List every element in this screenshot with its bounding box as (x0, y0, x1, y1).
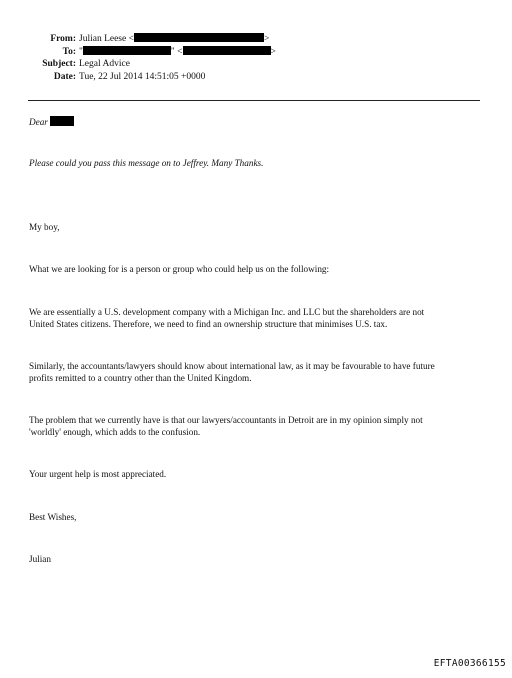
request-line: Please could you pass this message on to Jeffrey. Many Thanks. (29, 158, 264, 168)
to-value (79, 46, 276, 59)
paragraph-3 (29, 361, 479, 384)
to-row (0, 46, 512, 59)
to-mid: " < (170, 46, 183, 57)
subject-label: Subject: (42, 59, 76, 69)
redaction-box (183, 46, 271, 55)
subject-row (0, 58, 512, 71)
header-divider (28, 100, 480, 101)
paragraph-2 (29, 307, 479, 330)
paragraph-4-line-2: 'worldly' enough, which adds to the confusion. (29, 426, 201, 437)
paragraph-2-line-2: United States citizens. Therefore, we need to find an ownership structure that minimises U.S. tax. (29, 318, 388, 329)
salutation-line (29, 116, 479, 129)
salutation: Dear (29, 117, 48, 127)
to-label: To: (62, 46, 76, 57)
paragraph-2-line-1: We are essentially a U.S. development company with a Michigan Inc. and LLC but the shareholders are not (29, 307, 425, 317)
from-suffix: > (263, 34, 270, 44)
paragraph-3-line-1: Similarly, the accountants/lawyers should know about international law, as it may be favourable to have future (29, 361, 435, 371)
paragraph-4 (29, 415, 479, 438)
from-label: From: (50, 34, 76, 44)
paragraph-3-line-2: profits remitted to a country other than the United Kingdom. (29, 372, 252, 383)
from-value (79, 33, 269, 46)
document-id: EFTA00366155 (433, 658, 506, 669)
date-value: Tue, 22 Jul 2014 14:51:05 +0000 (79, 71, 206, 82)
redaction-box (50, 116, 74, 126)
greeting: My boy, (29, 222, 60, 232)
redaction-box (134, 33, 264, 42)
paragraph-1: What we are looking for is a person or group who could help us on the following: (29, 264, 330, 274)
closing: Best Wishes, (29, 512, 77, 522)
subject-value: Legal Advice (79, 59, 130, 69)
date-row (0, 71, 512, 84)
to-prefix: " (79, 46, 83, 57)
email-header (0, 33, 512, 83)
redaction-box (83, 46, 171, 55)
date-label: Date: (53, 71, 76, 82)
from-name: Julian Leese < (79, 34, 134, 44)
paragraph-5: Your urgent help is most appreciated. (29, 469, 167, 479)
from-row (0, 33, 512, 46)
signature: Julian (29, 554, 51, 564)
paragraph-4-line-1: The problem that we currently have is that our lawyers/accountants in Detroit are in my opinion simply not (29, 415, 423, 425)
to-suffix: > (270, 46, 276, 57)
